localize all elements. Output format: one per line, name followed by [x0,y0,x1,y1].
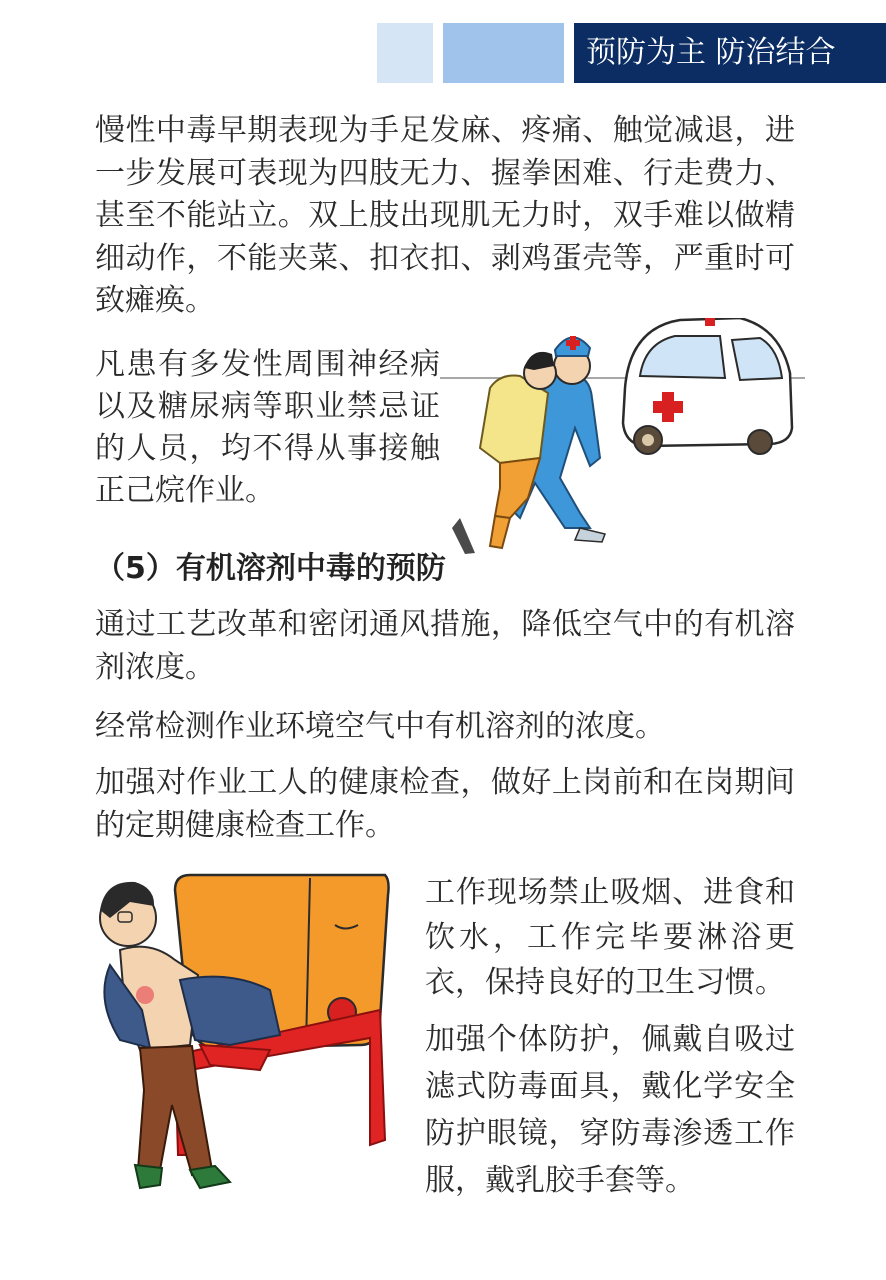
paragraph-symptoms: 慢性中毒早期表现为手足发麻、疼痛、触觉减退，进一步发展可表现为四肢无力、握拳困难、行走费力、甚至不能站立。双上肢出现肌无力时，双手难以做精细动作，不能夹菜、扣衣扣、剥鸡蛋壳等，严重时可致瘫痪。 [95,113,795,318]
paragraph-contraindication: 凡患有多发性周围神经病以及糖尿病等职业禁忌证的人员，均不得从事接触正己烷作业。 [95,347,440,508]
worker-undressing-icon [80,870,395,1200]
paragraph-health-check: 加强对作业工人的健康检查，做好上岗前和在岗期间的定期健康检查工作。 [95,765,795,843]
ambulance-icon [623,318,792,454]
ambulance-rescue-icon [440,318,805,558]
paragraph-protection: 加强个体防护，佩戴自吸过滤式防毒面具，戴化学安全防护眼镜，穿防毒渗透工作服，戴乳胶手套等。 [425,1022,795,1198]
paragraph-monitoring: 经常检测作业环境空气中有机溶剂的浓度。 [95,709,665,744]
paragraph-ventilation: 通过工艺改革和密闭通风措施，降低空气中的有机溶剂浓度。 [95,607,795,685]
section-heading: （5）有机溶剂中毒的预防 [95,551,446,586]
header-decor-mid [443,23,564,83]
patient-figure [452,352,556,554]
page-header-title: 预防为主 防治结合 [574,23,886,83]
paragraph-hygiene: 工作现场禁止吸烟、进食和饮水，工作完毕要淋浴更衣，保持良好的卫生习惯。 [425,875,795,1000]
header-decor-light [377,23,433,83]
